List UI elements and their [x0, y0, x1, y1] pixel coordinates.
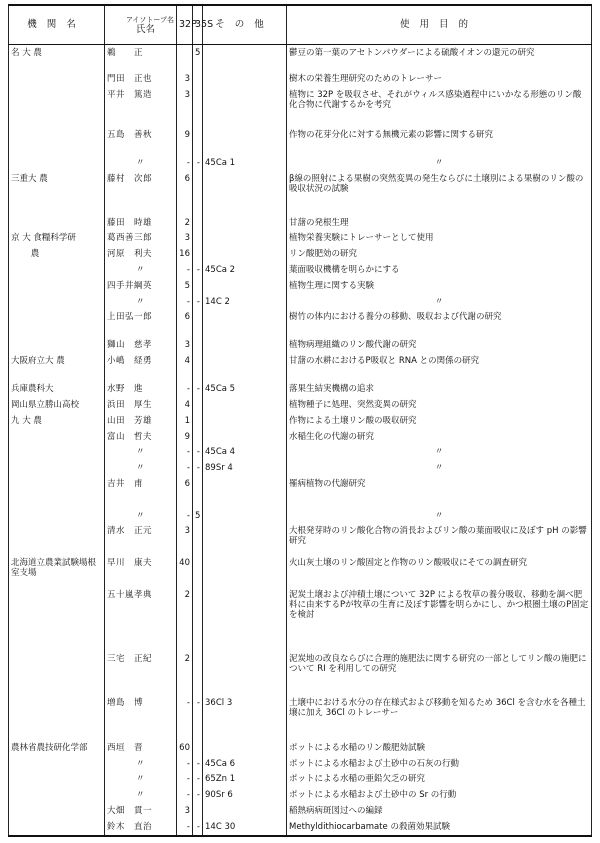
row-institution	[9, 476, 105, 508]
row-other	[203, 215, 287, 231]
row-s35: -	[193, 262, 203, 278]
row-institution: 大阪府立大 農	[9, 353, 105, 381]
header-p32: 32P	[177, 5, 193, 45]
header-other: その他	[203, 5, 287, 45]
row-s35	[193, 651, 203, 695]
row-p32: 6	[177, 476, 193, 508]
table-row	[9, 171, 592, 215]
row-name: 〃	[105, 771, 177, 787]
row-other	[203, 45, 287, 72]
row-name: 水野 進	[105, 381, 177, 397]
row-name: 〃	[105, 787, 177, 803]
row-p32: 9	[177, 429, 193, 445]
row-purpose: 鬱豆の第一葉のアセトンパウダーによる硫酸イオンの還元の研究	[287, 45, 592, 72]
row-other: 89Sr 4	[203, 460, 287, 476]
table-row	[9, 294, 592, 310]
row-other	[203, 413, 287, 429]
isotope-usage-table	[8, 4, 592, 837]
row-p32: -	[177, 508, 193, 524]
row-s35	[193, 230, 203, 246]
row-purpose: 作物による土壌リン酸の吸収研究	[287, 413, 592, 429]
header-s35: 35S	[193, 5, 203, 45]
row-other	[203, 587, 287, 651]
row-purpose: β線の照射による果樹の突然変異の発生ならびに土壌別による果樹のリン酸の吸収状況の試験	[287, 171, 592, 215]
row-institution	[9, 460, 105, 476]
row-other	[203, 508, 287, 524]
row-other	[203, 555, 287, 587]
row-purpose: 罹病植物の代謝研究	[287, 476, 592, 508]
row-s35: -	[193, 294, 203, 310]
row-other	[203, 523, 287, 555]
table-row	[9, 803, 592, 819]
row-p32: 3	[177, 337, 193, 353]
row-name: 三宅 正紀	[105, 651, 177, 695]
row-purpose: Methyldithiocarbamate の殺菌効果試験	[287, 819, 592, 836]
row-other	[203, 651, 287, 695]
row-name: 〃	[105, 756, 177, 772]
row-purpose: 甘藷の水耕におけるP吸収と RNA との関係の研究	[287, 353, 592, 381]
row-s35	[193, 523, 203, 555]
row-institution	[9, 127, 105, 155]
row-other: 45Ca 1	[203, 155, 287, 171]
row-p32	[177, 45, 193, 72]
row-s35	[193, 215, 203, 231]
row-other	[203, 353, 287, 381]
row-s35: -	[193, 695, 203, 740]
row-s35	[193, 740, 203, 756]
row-name: 五島 善秋	[105, 127, 177, 155]
row-name: 藤田 時雄	[105, 215, 177, 231]
row-s35: -	[193, 756, 203, 772]
row-name: 上田弘一郎	[105, 309, 177, 337]
row-other: 45Ca 4	[203, 444, 287, 460]
row-other: 14C 30	[203, 819, 287, 836]
row-name: 〃	[105, 444, 177, 460]
row-s35: -	[193, 787, 203, 803]
row-s35	[193, 246, 203, 262]
row-s35: -	[193, 444, 203, 460]
row-purpose: 火山灰土壌のリン酸固定と作物のリン酸吸収にそての調査研究	[287, 555, 592, 587]
row-p32: 3	[177, 71, 193, 87]
table-header-row	[9, 5, 592, 45]
row-s35: -	[193, 155, 203, 171]
row-s35	[193, 278, 203, 294]
table-row	[9, 771, 592, 787]
row-purpose: 植物病理組織のリン酸代謝の研究	[287, 337, 592, 353]
row-other	[203, 397, 287, 413]
row-other: 14C 2	[203, 294, 287, 310]
table-row	[9, 787, 592, 803]
table-row	[9, 460, 592, 476]
table-row	[9, 381, 592, 397]
header-name-label: 氏名	[135, 23, 155, 35]
table-row	[9, 45, 592, 72]
row-name: 西垣 晋	[105, 740, 177, 756]
row-p32: 2	[177, 215, 193, 231]
row-other	[203, 309, 287, 337]
row-other	[203, 127, 287, 155]
row-purpose: 〃	[287, 460, 592, 476]
row-p32: -	[177, 155, 193, 171]
table-row	[9, 695, 592, 740]
row-institution	[9, 771, 105, 787]
row-institution: 北海道立農業試験場根室支場	[9, 555, 105, 587]
row-name: 四手井綱英	[105, 278, 177, 294]
row-other	[203, 278, 287, 294]
row-institution	[9, 523, 105, 555]
row-p32: -	[177, 695, 193, 740]
table-row	[9, 508, 592, 524]
row-institution	[9, 262, 105, 278]
row-name: 〃	[105, 262, 177, 278]
row-institution: 岡山県立勝山高校	[9, 397, 105, 413]
row-p32: 3	[177, 230, 193, 246]
row-name: 藤村 次郎	[105, 171, 177, 215]
table-row	[9, 819, 592, 836]
table-row	[9, 756, 592, 772]
row-purpose: 〃	[287, 155, 592, 171]
row-p32: 3	[177, 523, 193, 555]
row-s35	[193, 353, 203, 381]
row-p32: -	[177, 819, 193, 836]
row-name: 富山 哲夫	[105, 429, 177, 445]
table-row	[9, 230, 592, 246]
row-institution	[9, 587, 105, 651]
row-name: 平井 篤造	[105, 87, 177, 127]
row-purpose: 水稲生化の代謝の研究	[287, 429, 592, 445]
row-name: 浜田 厚生	[105, 397, 177, 413]
row-s35	[193, 555, 203, 587]
row-p32: -	[177, 381, 193, 397]
row-institution	[9, 337, 105, 353]
row-purpose: 作物の花芽分化に対する無機元素の影響に関する研究	[287, 127, 592, 155]
row-p32: 2	[177, 587, 193, 651]
row-p32: -	[177, 756, 193, 772]
row-institution	[9, 787, 105, 803]
table-row	[9, 397, 592, 413]
row-purpose: ポットによる水稲および土砂中の Sr の行動	[287, 787, 592, 803]
row-institution: 九 大 農	[9, 413, 105, 429]
table-body	[9, 45, 592, 837]
header-name	[105, 5, 177, 45]
row-other	[203, 171, 287, 215]
row-purpose: 稲熱病病斑図过への編録	[287, 803, 592, 819]
table-row	[9, 71, 592, 87]
row-purpose: 落果生結実機構の追求	[287, 381, 592, 397]
row-other	[203, 740, 287, 756]
header-isotope-label: アイソトープ名	[125, 15, 174, 24]
row-p32: -	[177, 787, 193, 803]
row-institution	[9, 87, 105, 127]
row-other: 90Sr 6	[203, 787, 287, 803]
row-other: 45Ca 2	[203, 262, 287, 278]
table-row	[9, 555, 592, 587]
table-row	[9, 429, 592, 445]
row-other	[203, 337, 287, 353]
row-purpose: 植物に 32P を吸収させ、それがウィルス感染過程中にいかなる形態のリン酸化合物に代謝するかを考究	[287, 87, 592, 127]
row-other	[203, 803, 287, 819]
row-name: 鈴木 直治	[105, 819, 177, 836]
row-other	[203, 246, 287, 262]
table-row	[9, 337, 592, 353]
row-purpose: リン酸肥効の研究	[287, 246, 592, 262]
row-purpose: 葉面吸収機構を明らかにする	[287, 262, 592, 278]
row-institution: 京 大 食糧科学研	[9, 230, 105, 246]
table-row	[9, 262, 592, 278]
row-other: 45Ca 6	[203, 756, 287, 772]
table-row	[9, 413, 592, 429]
header-purpose: 使用目的	[287, 5, 592, 45]
row-s35	[193, 429, 203, 445]
row-name: 大畑 貫一	[105, 803, 177, 819]
row-name: 〃	[105, 460, 177, 476]
row-s35	[193, 127, 203, 155]
row-institution	[9, 803, 105, 819]
row-s35	[193, 587, 203, 651]
row-institution: 名 大 農	[9, 45, 105, 72]
row-p32: 40	[177, 555, 193, 587]
row-purpose: ポットによる水稲のリン酸肥効試験	[287, 740, 592, 756]
row-name: 〃	[105, 294, 177, 310]
row-s35	[193, 171, 203, 215]
row-other	[203, 230, 287, 246]
row-s35	[193, 71, 203, 87]
row-p32: -	[177, 444, 193, 460]
row-purpose: 土壌中における水分の存在様式および移動を知るため 36Cl を含む水を各種土壌に加え 36Cl のトレーサー	[287, 695, 592, 740]
row-name: 河原 利夫	[105, 246, 177, 262]
row-other: 36Cl 3	[203, 695, 287, 740]
row-institution: 三重大 農	[9, 171, 105, 215]
row-s35	[193, 337, 203, 353]
row-purpose: ポットによる水稲の亜鉛欠乏の研究	[287, 771, 592, 787]
row-purpose: 〃	[287, 294, 592, 310]
row-name: 門田 正也	[105, 71, 177, 87]
row-name: 増島 博	[105, 695, 177, 740]
table-row	[9, 127, 592, 155]
row-name: 葛西善三郎	[105, 230, 177, 246]
row-s35: -	[193, 819, 203, 836]
row-name: 獅山 慈孝	[105, 337, 177, 353]
row-p32: -	[177, 294, 193, 310]
row-s35: 5	[193, 508, 203, 524]
row-purpose: 〃	[287, 508, 592, 524]
row-purpose: 植物生理に関する実験	[287, 278, 592, 294]
row-p32: 3	[177, 803, 193, 819]
row-purpose: ポットによる水稲および土砂中の石灰の行動	[287, 756, 592, 772]
table-row	[9, 309, 592, 337]
row-p32: 4	[177, 397, 193, 413]
row-other	[203, 476, 287, 508]
row-name: 五十嵐孝典	[105, 587, 177, 651]
row-p32: -	[177, 460, 193, 476]
header-institution: 機関名	[9, 5, 105, 45]
row-other	[203, 87, 287, 127]
row-institution	[9, 429, 105, 445]
row-p32: 2	[177, 651, 193, 695]
row-s35	[193, 476, 203, 508]
row-purpose: 植物栄養実験にトレーサーとして使用	[287, 230, 592, 246]
row-name: 清水 正元	[105, 523, 177, 555]
row-p32: 4	[177, 353, 193, 381]
row-p32: -	[177, 262, 193, 278]
row-purpose: 〃	[287, 444, 592, 460]
row-institution	[9, 444, 105, 460]
row-s35	[193, 87, 203, 127]
table-row	[9, 87, 592, 127]
table-row	[9, 278, 592, 294]
row-s35	[193, 413, 203, 429]
table-row	[9, 246, 592, 262]
row-institution: 農林省農技研化学部	[9, 740, 105, 756]
table-row	[9, 353, 592, 381]
table-row	[9, 476, 592, 508]
table-row	[9, 587, 592, 651]
row-name: 〃	[105, 155, 177, 171]
row-name: 小嶋 経勇	[105, 353, 177, 381]
row-institution	[9, 309, 105, 337]
row-other: 45Ca 5	[203, 381, 287, 397]
row-purpose: 泥炭土壌および沖積土壌について 32P による牧草の養分吸収、移動を調べ肥料に由来するPが牧草の生育に及ぼす影響を明らかにし、かつ根圏土壌のP固定を検討	[287, 587, 592, 651]
row-purpose: 甘藷の発根生理	[287, 215, 592, 231]
row-p32: 6	[177, 309, 193, 337]
row-purpose: 樹木の栄養生理研究のためのトレーサー	[287, 71, 592, 87]
table-row	[9, 155, 592, 171]
row-p32: 6	[177, 171, 193, 215]
row-other: 65Zn 1	[203, 771, 287, 787]
row-institution	[9, 71, 105, 87]
row-p32: 16	[177, 246, 193, 262]
row-p32: 5	[177, 278, 193, 294]
table-row	[9, 523, 592, 555]
row-institution	[9, 819, 105, 836]
row-p32: 1	[177, 413, 193, 429]
row-institution	[9, 215, 105, 231]
row-institution: 農	[9, 246, 105, 262]
row-p32: -	[177, 771, 193, 787]
row-s35	[193, 803, 203, 819]
table-row	[9, 651, 592, 695]
row-purpose: 大根発芽時のリン酸化合物の消長およびリン酸の葉面吸収に及ぼす pH の影響研究	[287, 523, 592, 555]
row-other	[203, 429, 287, 445]
table-row	[9, 444, 592, 460]
row-institution: 兵庫農科大	[9, 381, 105, 397]
row-s35: -	[193, 460, 203, 476]
row-institution	[9, 155, 105, 171]
row-p32: 60	[177, 740, 193, 756]
row-purpose: 樹竹の体内における養分の移動、吸収および代謝の研究	[287, 309, 592, 337]
row-name: 吉井 甫	[105, 476, 177, 508]
row-p32: 3	[177, 87, 193, 127]
row-name: 〃	[105, 508, 177, 524]
row-institution	[9, 508, 105, 524]
row-s35	[193, 309, 203, 337]
row-p32: 9	[177, 127, 193, 155]
row-s35	[193, 397, 203, 413]
row-other	[203, 71, 287, 87]
row-s35: -	[193, 381, 203, 397]
row-name: 早川 康夫	[105, 555, 177, 587]
row-purpose: 植物種子に処理、突然変異の研究	[287, 397, 592, 413]
row-s35: -	[193, 771, 203, 787]
row-name: 鵜 正	[105, 45, 177, 72]
table-row	[9, 215, 592, 231]
row-institution	[9, 278, 105, 294]
row-name: 山田 芳雄	[105, 413, 177, 429]
row-institution	[9, 651, 105, 695]
row-institution	[9, 756, 105, 772]
table-row	[9, 740, 592, 756]
row-purpose: 泥炭地の改良ならびに合理的施肥法に関する研究の一部としてリン酸の施肥について RI を利用しての研究	[287, 651, 592, 695]
row-institution	[9, 294, 105, 310]
row-institution	[9, 695, 105, 740]
row-s35: 5	[193, 45, 203, 72]
